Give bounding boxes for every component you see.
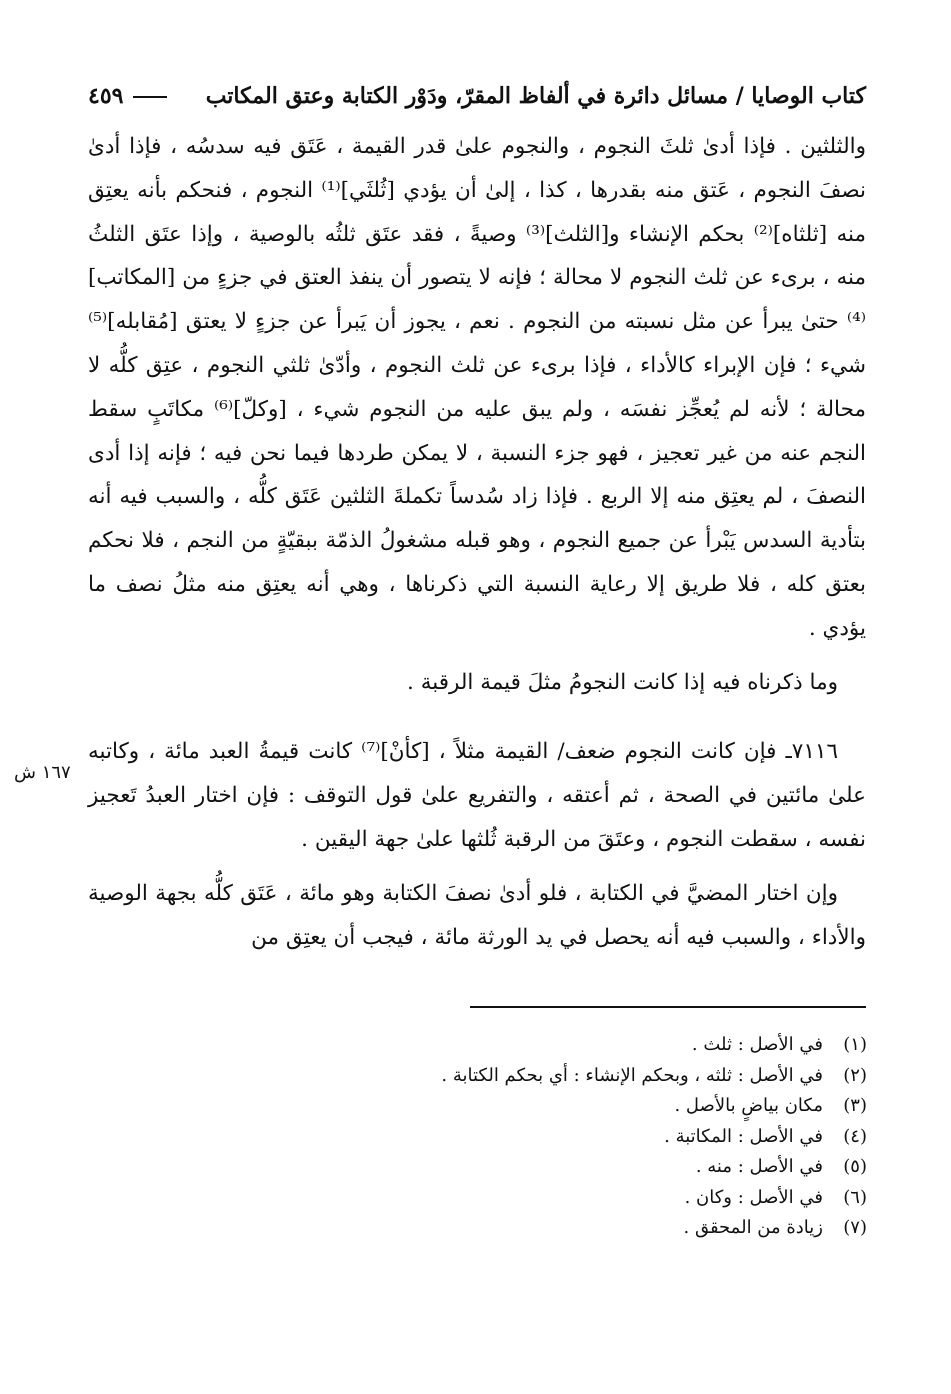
footnote-text: زيادة من المحقق . (683, 1217, 823, 1238)
footnote-number: (١) (843, 1034, 867, 1055)
running-header (88, 76, 866, 116)
footnotes (367, 1030, 867, 1244)
footnote-number: (٧) (843, 1217, 867, 1238)
margin-note: ١٦٧ ش (14, 762, 71, 783)
header-title: كتاب الوصايا / مسائل دائرة في ألفاظ المقرّ، ودَوْر الكتابة وعتق المكاتب (205, 83, 866, 109)
footnote (367, 1061, 867, 1092)
footnote-text: في الأصل : منه . (695, 1156, 823, 1177)
footnote-text: مكان بياضٍ بالأصل . (674, 1095, 823, 1116)
header-rule (133, 96, 167, 98)
footnote-text: في الأصل : ثلث . (691, 1034, 823, 1055)
footnote (367, 1183, 867, 1214)
main-text (88, 125, 866, 959)
paragraph-2: وما ذكرناه فيه إذا كانت النجومُ مثلَ قيمة الرقبة . (407, 669, 838, 695)
footnote-text: في الأصل : وكان . (684, 1186, 823, 1208)
footnote-number: (٤) (843, 1125, 867, 1147)
paragraph-1: والثلثين . فإذا أدىٰ ثلثَ النجوم ، والنجوم علىٰ قدر القيمة ، عَتَق فيه سدسُه ، فإذا أدىٰ نصفَ النجوم ، عَتق منه بقدرها ، كذا ، إلىٰ أن يؤدي [ثُلثَي]⁽¹⁾ النجوم ، فنحكم بأنه يعتِق منه [ثلثاه]⁽²⁾ بحكم الإنشاء و[الثلث]⁽³⁾ وصيةً ، فقد عتَق ثلثُه بالوصية ، وإذا عتَق الثلثُ منه ، برىء عن ثلث النجوم لا محالة ؛ فإنه لا يتصور أن ينفذ العتق في جزءٍ من [المكاتب]⁽⁴⁾ حتىٰ يبرأ عن مثل نسبته من النجوم . نعم ، يجوز أن يَبرأ عن جزءٍ لا يعتق [مُقابله]⁽⁵⁾ شيء ؛ فإن الإبراء كالأداء ، فإذا برىء عن ثلث النجوم ، وأدّىٰ ثلثي النجوم ، عتِق كلُّه لا محالة ؛ لأنه لم يُعجِّز نفسَه ، ولم يبق عليه من النجوم شيء ، [وكلّ]⁽⁶⁾ مكاتَبٍ سقط النجم عنه من غير تعجيز ، فهو جزء النسبة ، لا يمكن طردها فيما نحن فيه ؛ فإنه إذا أدى النصفَ ، لم يعتِق منه إلا الربع . فإذا زاد سُدساً تكملةَ الثلثين عَتَق كلُّه ، والسبب فيه أنه بتأدية السدس يَبْرأ عن جميع النجوم ، وهو قبله مشغولُ الذمّة ببقيّةٍ من النجم ، فلا نحكم بعتق كله ، فلا طريق إلا رعاية النسبة التي ذكرناها ، وهي أنه يعتِق منه مثلُ نصف ما يؤدي . (88, 134, 867, 641)
footnote-text: في الأصل : المكاتبة . (664, 1125, 823, 1147)
footnote (367, 1030, 867, 1061)
footnote (367, 1213, 867, 1244)
footnote-number: (٦) (843, 1186, 867, 1208)
page-number: ٤٥٩ (88, 83, 124, 109)
header-page-group (88, 83, 177, 109)
footnote-number: (٣) (843, 1095, 867, 1116)
footnote-text: في الأصل : ثلثه ، وبحكم الإنشاء : أي بحكم الكتابة . (441, 1064, 823, 1086)
paragraph-4: وإن اختار المضيَّ في الكتابة ، فلو أدىٰ نصفَ الكتابة وهو مائة ، عَتَق كلُّه بجهة الوصية والأداء ، والسبب فيه أنه يحصل في يد الورثة مائة ، فيجب أن يعتِق من (88, 880, 866, 950)
paragraph-3: ٧١١٦ـ فإن كانت النجوم ضعف/ القيمة مثلاً ، [كأنْ]⁽⁷⁾ كانت قيمةُ العبد مائة ، وكاتبه علىٰ مائتين في الصحة ، ثم أعتقه ، والتفريع علىٰ قول التوقف : فإن اختار العبدُ تَعجيز نفسه ، سقطت النجوم ، وعتَقَ من الرقبة ثُلثها علىٰ جهة اليقين . (88, 739, 866, 852)
footnote (367, 1152, 867, 1183)
footnote (367, 1122, 867, 1153)
footnote-number: (٥) (843, 1156, 867, 1177)
footnote (367, 1091, 867, 1122)
footnote-number: (٢) (843, 1064, 867, 1086)
footnote-rule (470, 1006, 866, 1008)
